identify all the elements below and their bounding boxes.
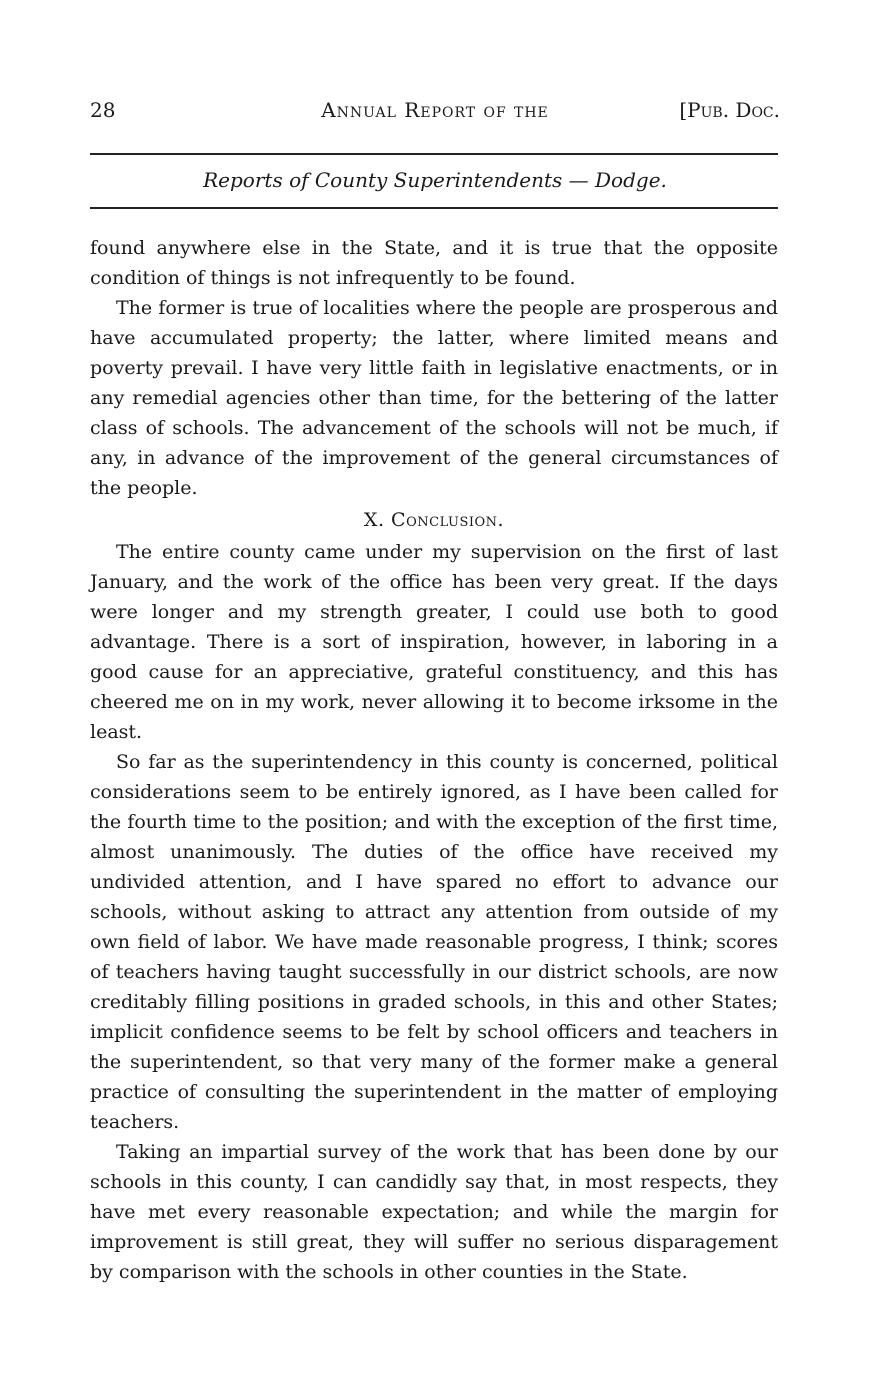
- body-text: [90, 233, 778, 1287]
- paragraph-continued: found anywhere else in the State, and it is true that the opposite condition of things is not infrequently to be found.: [90, 237, 778, 289]
- paragraph: The entire county came under my supervision on the first of last January, and the work of the office has been very great. If the days were longer and my strength greater, I could use both to good advantage. There is a sort of inspiration, however, in laboring in a good cause for an appreciative, grateful constituency, and this has cheered me on in my work, never allowing it to become irksome in the least.: [90, 541, 778, 743]
- doc-label: [Pub. Doc.: [679, 98, 780, 122]
- paragraph: Taking an impartial survey of the work that has been done by our schools in this county, I can candidly say that, in most respects, they have met every reasonable expectation; and while the margin for improvement is still great, they will suffer no serious disparagement by comparison with the schools in other counties in the State.: [90, 1141, 778, 1283]
- section-heading: [90, 505, 778, 535]
- section-subtitle: Reports of County Superintendents — Dodge.: [203, 168, 667, 192]
- header-title: Annual Report of the: [321, 98, 549, 122]
- top-rule-divider: [90, 153, 778, 155]
- section-heading-label: Conclusion.: [391, 509, 505, 531]
- bottom-rule-divider: [90, 207, 778, 209]
- paragraph: The former is true of localities where the people are prosperous and have accumulated property; the latter, where limited means and poverty prevail. I have very little faith in legislative enactments, or in any remedial agencies other than time, for the bettering of the latter class of schools. The advancement of the schools will not be much, if any, in advance of the improvement of the general circumstances of the people.: [90, 297, 778, 499]
- running-head: [90, 98, 780, 128]
- page-number: 28: [90, 98, 116, 122]
- paragraph: So far as the superintendency in this county is concerned, political considerations seem to be entirely ignored, as I have been called for the fourth time to the position; and with the exception of the first time, almost unanimously. The duties of the office have received my undivided attention, and I have spared no effort to advance our schools, without asking to attract any attention from outside of my own field of labor. We have made reasonable progress, I think; scores of teachers having taught successfully in our district schools, are now creditably filling positions in graded schools, in this and other States; implicit confidence seems to be felt by school officers and teachers in the superintendent, so that very many of the former make a general practice of consulting the superintendent in the matter of employing teachers.: [90, 751, 778, 1133]
- section-numeral: X.: [363, 509, 385, 531]
